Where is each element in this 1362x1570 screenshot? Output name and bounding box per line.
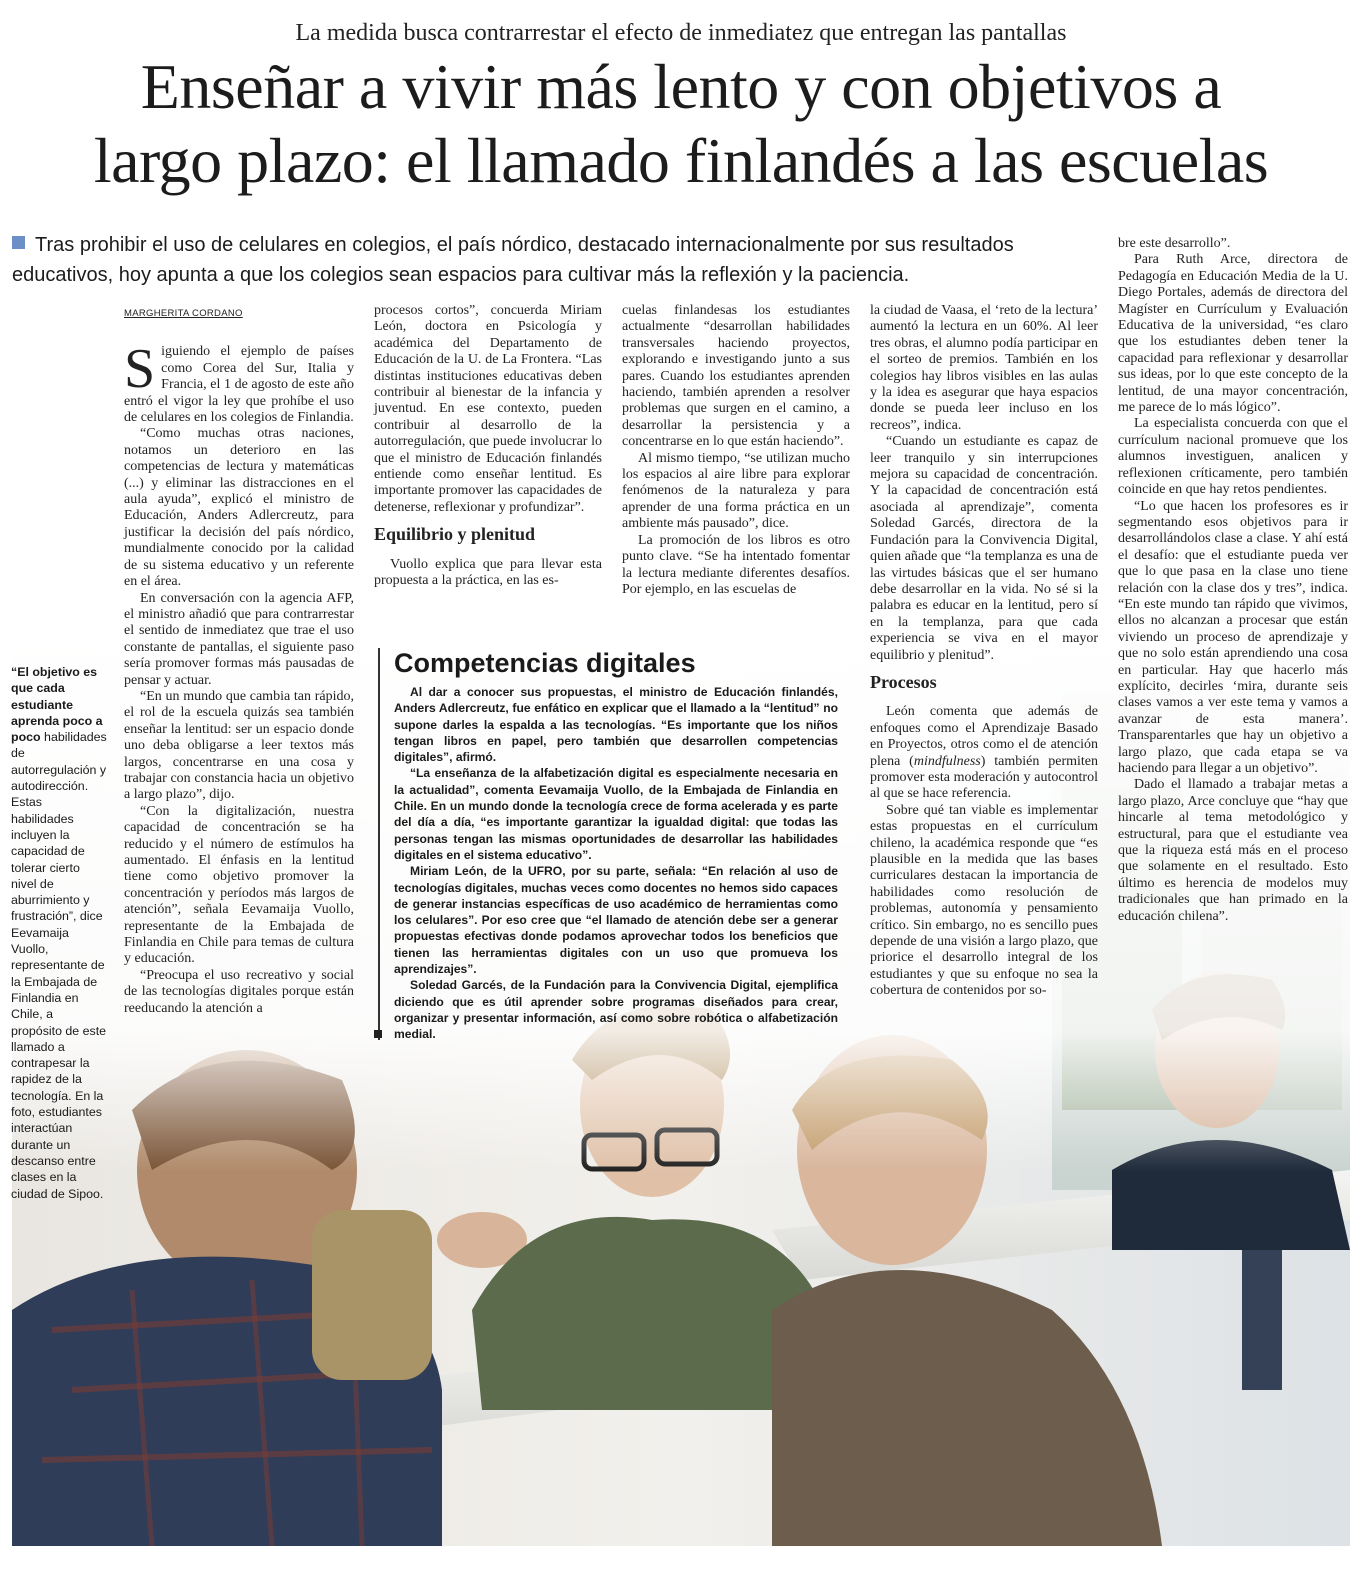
photo-caption: [11, 664, 107, 1202]
col2-paragraph-1: procesos cortos”, concuerda Miriam León, doctora en Psicología y académica del Departamento de Educación de la U. de La Frontera. “Las distintas instituciones educativas deben contribuir al bienestar de la infancia y juventud. En ese contexto, pueden contribuir al desarrollo de la autorregulación, que puede involucrar lo que el ministro de Educación finlandés entiende como enseñar lentitud. Es importante promover las capacidades de detenerse, reflexionar y profundizar”.: [374, 303, 602, 515]
sidebar-competencias-digitales: [378, 648, 840, 1040]
sidebar-body: [394, 684, 838, 1043]
col5-paragraph-1: bre este desarrollo”.: [1118, 236, 1231, 251]
col4-paragraph-3: León comenta que además de enfoques como el Aprendizaje Basado en Proyectos, otros como el de atención plena (mindfulness) también permiten promover esta moderación y autocontrol al que se hace referencia.: [870, 704, 1098, 802]
article-kicker: La medida busca contrarrestar el efecto de inmediatez que entregan las pantallas: [295, 20, 1067, 46]
col5-paragraph-5: Dado el llamado a trabajar metas a largo plazo, Arce concluye que “hay que hincarle al tema metodológico y estructural, para que el estudiante vea que la riqueza está más en el proceso que solamente en el resultado. Esto último es herencia de modelos muy tradicionales que han primado en la educación chilena”.: [1118, 777, 1348, 924]
sidebar-paragraph-1: Al dar a conocer sus propuestas, el ministro de Educación finlandés, Anders Adlercreutz, fue enfático en explicar que el llamado a la “lentitud” no supone darles la espalda a las tecnologías. “Es importante que los niños tengan libros en papel, pero también que desarrollen competencias digitales”, afirmó.: [394, 685, 838, 765]
sidebar-paragraph-4: Soledad Garcés, de la Fundación para la Convivencia Digital, ejemplifica diciendo que es útil aprender sobre programas diseñados para crear, organizar y presentar información, así como sobre robótica o alfabetización medial.: [394, 978, 838, 1042]
lead-square-icon: [12, 236, 25, 249]
caption-quote: “El objetivo es que cada estudiante aprenda poco a poco: [11, 665, 103, 745]
article-lead: [12, 230, 1102, 290]
col1-paragraph-5: “Con la digitalización, nuestra capacidad de concentración se ha reducido y el número de estímulos ha aumentado. El énfasis en la lentitud tiene como objetivo promover la concentración y períodos más largos de atención”, señala Eevamaija Vuollo, representante de la Embajada de Finlandia en Chile para temas de cultura y educación.: [124, 803, 354, 967]
article-column-2: [374, 303, 602, 590]
col1-paragraph-2: “Como muchas otras naciones, notamos un deterioro en las competencias de lectura y matemáticas (...) y eliminar las distracciones en el aula ayuda”, explicó el ministro de Educación, Anders Adlercreutz, para justificar la decisión del país nórdico, mundialmente conocido por la calidad de su sistema educativo y un referente en el área.: [124, 426, 354, 590]
col1-paragraph-6: “Preocupa el uso recreativo y social de las tecnologías digitales porque están reeducando la atención a: [124, 967, 354, 1016]
article-column-5: [1118, 236, 1348, 925]
sidebar-title: Competencias digitales: [394, 648, 696, 678]
headline-line-1: Enseñar a vivir más lento y con objetivos a: [140, 51, 1222, 122]
col4-paragraph-4: Sobre qué tan viable es implementar estas propuestas en el currículum chileno, la académica responde que “es plausible en la medida que las bases curriculares destacan la importancia de habilidades como resolución de problemas, autonomía y pensamiento crítico. Sin embargo, no es sencillo pues depende de una visión a largo plazo, que priorice el desarrollo integral de los estudiantes y que su enfoque no sea la cobertura de contenidos por so-: [870, 802, 1098, 999]
article-column-3: [622, 303, 850, 598]
col5-paragraph-4: “Lo que hacen los profesores es ir segmentando esos objetivos para ir desarrollándolos clase a clase. Y ahí está el desafío: que el estudiante pueda ver que lo que pasa en la clase uno tiene relación con la clase dos y tres”, indica. “En este mundo tan rápido que vivimos, ellos no alcanzan a procesar que están viviendo un proceso de aprendizaje y que no solo están aprendiendo una cosa en particular. Hay que hacerlo más explícito, decirles ‘mira, durante seis clases vamos a ver este tema y vamos a avanzar de esta manera’. Transparentarles que hay un objetivo a largo plazo, que cada etapa se va haciendo para llegar a un objetivo”.: [1118, 498, 1348, 776]
col3-paragraph-1: cuelas finlandesas los estudiantes actualmente “desarrollan habilidades transversales haciendo proyectos, explorando e investigando junto a sus pares. Cuando los estudiantes aprenden haciendo, también aprenden a resolver problemas que surgen en el camino, a desarrollar la persistencia y a concentrarse en lo que están haciendo”.: [622, 303, 850, 450]
drop-cap: S: [124, 338, 156, 401]
mindfulness-term: mindfulness: [913, 753, 981, 769]
caption-text: habilidades de autorregulación y autodirección. Estas habilidades incluyen la capacidad de tolerar cierto nivel de aburrimiento y frustración”, dice Eevamaija Vuollo, representante de la Embajada de Finlandia en Chile, a propósito de este llamado a contrapesar la rapidez de la tecnología. En la foto, estudiantes interactúan durante un descanso entre clases en la ciudad de Sipoo.: [11, 730, 107, 1201]
col1-paragraph-3: En conversación con la agencia AFP, el ministro añadió que para contrarrestar el sentido de inmediatez que trae el uso constante de pantallas, el siguiente paso sería promover formas más pausadas de pensar y actuar.: [124, 590, 354, 688]
section-heading-procesos: Procesos: [870, 671, 937, 692]
col4-paragraph-1: la ciudad de Vaasa, el ‘reto de la lectura’ aumentó la lectura en un 60%. Al leer tres obras, el alumno podía participar en el sorteo de premios. También en los colegios hay libros visibles en las aulas y la idea es asegurar que haya espacios donde se pueda leer incluso en los recreos”, indica.: [870, 303, 1098, 433]
headline-line-2: largo plazo: el llamado finlandés a las escuelas: [93, 125, 1269, 196]
sidebar-rule: [378, 648, 380, 1040]
end-square-icon: [374, 1030, 382, 1038]
lead-text: Tras prohibir el uso de celulares en colegios, el país nórdico, destacado internacionalmente por sus resultados educativos, hoy apunta a que los colegios sean espacios para cultivar más la reflexión y la paciencia.: [12, 234, 1014, 286]
col4-paragraph-2: “Cuando un estudiante es capaz de leer tranquilo y sin interrupciones mejora su capacidad de concentración. Y la capacidad de concentración está asociada al aprendizaje”, comenta Soledad Garcés, directora de la Fundación para la Convivencia Digital, quien añade que “la templanza es una de las virtudes básicas que el ser humano debe desarrollar en la vida. No sé si la palabra es educar en la lentitud, pero sí en la templanza, para que cada experiencia se viva en el mayor equilibrio y plenitud”.: [870, 434, 1098, 663]
col5-paragraph-3: La especialista concuerda con que el currículum nacional promueve que los alumnos investiguen, analicen y reflexionen críticamente, pero también coincide en que hay retos pendientes.: [1118, 416, 1348, 498]
article-column-4: [870, 303, 1098, 1000]
col5-paragraph-2: Para Ruth Arce, directora de Pedagogía en Educación Media de la U. Diego Portales, además de directora del Magíster en Currículum y Evaluación Educativa de la universidad, “es claro que los estudiantes deben tener la capacidad para reflexionar y desarrollar sus ideas, por lo que este concepto de la lentitud, de una mayor concentración, me parece de lo más lógico”.: [1118, 252, 1348, 416]
col3-paragraph-2: Al mismo tiempo, “se utilizan mucho los espacios al aire libre para explorar fenómenos de la naturaleza y para aprender de una forma práctica en un ambiente más pausado”, dice.: [622, 450, 850, 532]
section-heading-equilibrio: Equilibrio y plenitud: [374, 524, 536, 545]
col1-paragraph-4: “En un mundo que cambia tan rápido, el rol de la escuela quizás sea también enseñar la lentitud: ser un espacio donde uno deba obligarse a leer textos más largos, concentrarse en una cosa y trabajar con constancia hacia un objetivo a largo plazo”, dijo.: [124, 688, 354, 803]
article-column-1: [124, 306, 354, 1017]
col1-paragraph-1: iguiendo el ejemplo de países como Corea del Sur, Italia y Francia, el 1 de agosto de este año entró el vigor la ley que prohíbe el uso de celulares en los colegios de Finlandia.: [124, 344, 354, 426]
col3-paragraph-3: La promoción de los libros es otro punto clave. “Se ha intentado fomentar la lectura mediante diferentes desafíos. Por ejemplo, en las escuelas de: [622, 532, 850, 597]
sidebar-paragraph-2: “La enseñanza de la alfabetización digital es especialmente necesaria en la actualidad”, comenta Eevamaija Vuollo, de la Embajada de Finlandia en Chile. En un mundo donde la tecnología crece de forma acelerada y es parte del día a día, “es importante garantizar la igualdad digital: que todas las personas tengan las mismas oportunidades de desarrollar las habilidades digitales en el sistema educativo”.: [394, 766, 838, 862]
article-headline: [0, 50, 1362, 198]
author-byline: MARGHERITA CORDANO: [124, 308, 243, 319]
col2-paragraph-2: Vuollo explica que para llevar esta propuesta a la práctica, en las es-: [374, 556, 602, 589]
sidebar-paragraph-3: Miriam León, de la UFRO, por su parte, señala: “En relación al uso de tecnologías digitales, muchas veces como docentes no hemos sido capaces de generar instancias específicas de uso académico de herramientas como los celulares”. Por eso cree que “el llamado de atención debe ser a generar propuestas efectivas donde podamos aprovechar todos los beneficios que tienen las herramientas digitales con un uso que promueva los aprendizajes”.: [394, 864, 838, 977]
